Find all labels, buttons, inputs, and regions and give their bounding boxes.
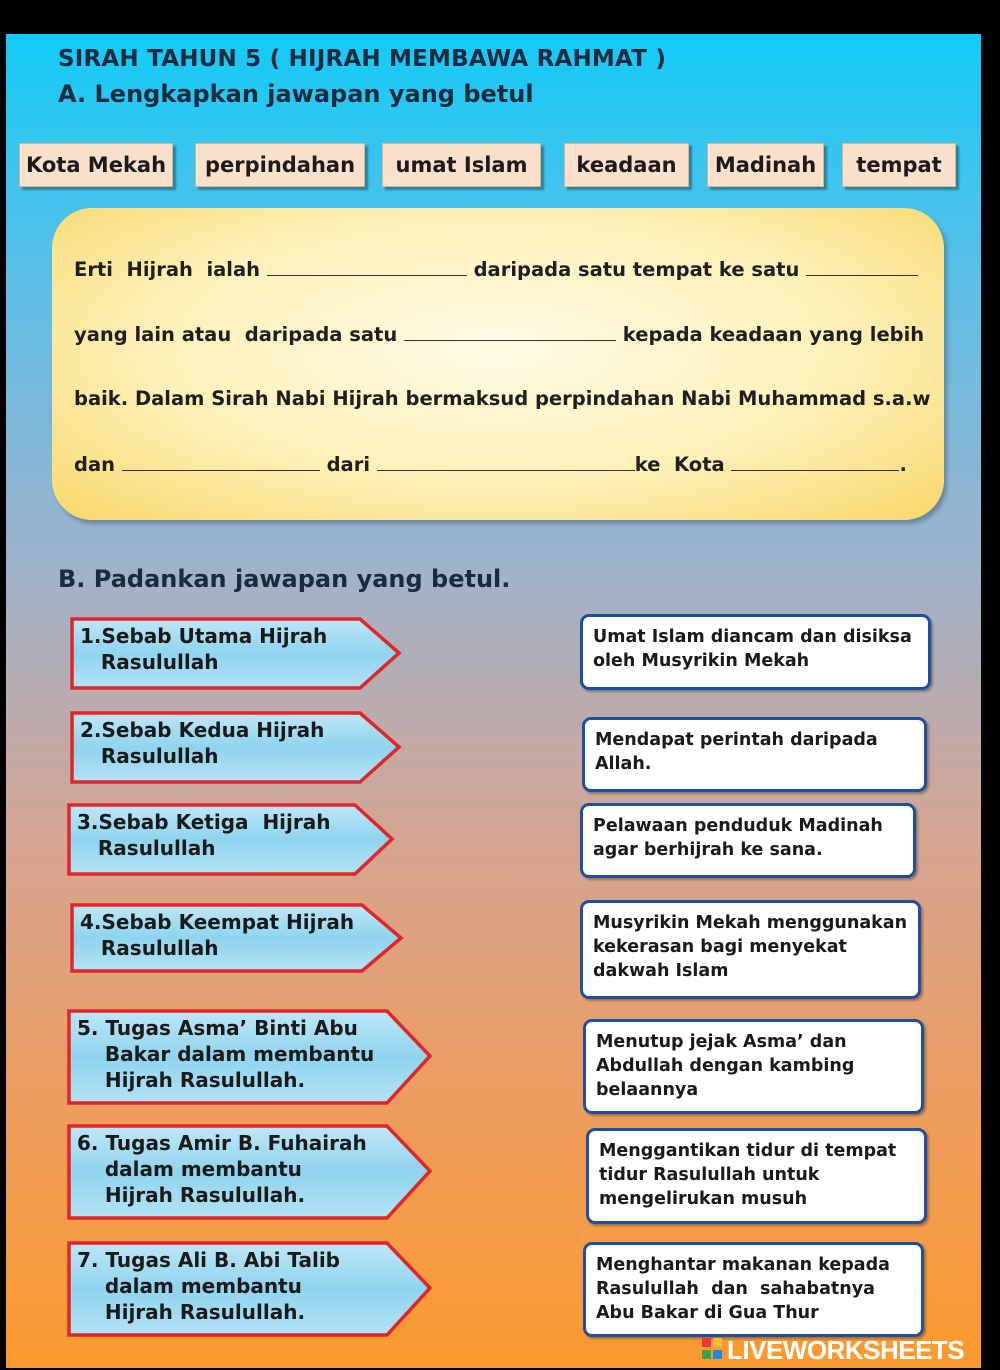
liveworksheets-logo — [702, 1334, 964, 1366]
question-text: 2.Sebab Kedua Hijrah Rasulullah — [80, 718, 325, 768]
question-arrow-2[interactable] — [70, 711, 402, 784]
paragraph-line-2 — [74, 322, 924, 346]
question-arrow-1[interactable] — [70, 617, 402, 690]
paragraph-text: dari — [319, 453, 377, 476]
paragraph-text: kepada keadaan yang lebih — [616, 323, 925, 346]
question-text: 5. Tugas Asma’ Binti Abu Bakar dalam membantu Hijrah Rasulullah. — [77, 1016, 375, 1092]
answer-box-4[interactable]: Musyrikin Mekah menggunakan kekerasan bagi menyekat dakwah Islam — [580, 900, 921, 999]
paragraph-text: dan — [74, 453, 122, 476]
question-text: 1.Sebab Utama Hijrah Rasulullah — [80, 624, 328, 674]
answer-blank-5[interactable] — [377, 452, 635, 471]
word-bank-item[interactable]: perpindahan — [195, 143, 365, 187]
word-bank-item[interactable]: tempat — [842, 143, 956, 187]
paragraph-line-3: baik. Dalam Sirah Nabi Hijrah bermaksud perpindahan Nabi Muhammad s.a.w — [74, 387, 931, 410]
answer-box-6[interactable]: Menggantikan tidur di tempat tidur Rasulullah untuk mengelirukan musuh — [586, 1128, 927, 1224]
worksheet-title: SIRAH TAHUN 5 ( HIJRAH MEMBAWA RAHMAT ) — [58, 46, 667, 72]
section-a-heading: A. Lengkapkan jawapan yang betul — [58, 80, 534, 108]
question-text: 6. Tugas Amir B. Fuhairah dalam membantu Hijrah Rasulullah. — [77, 1131, 367, 1207]
answer-box-3[interactable]: Pelawaan penduduk Madinah agar berhijrah ke sana. — [580, 803, 916, 878]
paragraph-line-4 — [74, 452, 907, 476]
question-text: 4.Sebab Keempat Hijrah Rasulullah — [80, 910, 355, 960]
paragraph-text: daripada satu tempat ke satu — [466, 258, 807, 281]
answer-box-2[interactable]: Mendapat perintah daripada Allah. — [582, 717, 927, 792]
word-bank-item[interactable]: Madinah — [707, 143, 824, 187]
paragraph-line-1 — [74, 257, 918, 281]
paragraph-text: Erti Hijrah ialah — [74, 258, 267, 281]
paragraph-text: yang lain atau daripada satu — [74, 323, 404, 346]
question-arrow-5[interactable] — [67, 1009, 433, 1105]
answer-box-5[interactable]: Menutup jejak Asma’ dan Abdullah dengan kambing belaannya — [583, 1019, 924, 1114]
question-arrow-4[interactable] — [70, 903, 404, 973]
answer-blank-6[interactable] — [731, 452, 899, 471]
section-b-heading: B. Padankan jawapan yang betul. — [58, 565, 511, 593]
answer-blank-2[interactable] — [806, 257, 918, 276]
liveworksheets-logo-icon — [702, 1336, 724, 1364]
word-bank-item[interactable]: Kota Mekah — [19, 143, 173, 187]
answer-blank-4[interactable] — [122, 452, 320, 471]
question-arrow-6[interactable] — [67, 1124, 433, 1220]
answer-blank-1[interactable] — [267, 257, 467, 276]
answer-box-7[interactable]: Menghantar makanan kepada Rasulullah dan sahabatnya Abu Bakar di Gua Thur — [583, 1242, 924, 1337]
word-bank-item[interactable]: keadaan — [564, 143, 689, 187]
answer-blank-3[interactable] — [404, 322, 616, 341]
paragraph-text: . — [899, 453, 907, 476]
question-arrow-3[interactable] — [67, 803, 395, 876]
word-bank-item[interactable]: umat Islam — [382, 143, 541, 187]
liveworksheets-brand: LIVEWORKSHEETS — [727, 1334, 965, 1365]
question-text: 7. Tugas Ali B. Abi Talib dalam membantu Hijrah Rasulullah. — [77, 1248, 340, 1324]
question-arrow-7[interactable] — [67, 1241, 433, 1337]
answer-box-1[interactable]: Umat Islam diancam dan disiksa oleh Musyrikin Mekah — [580, 614, 931, 690]
question-text: 3.Sebab Ketiga Hijrah Rasulullah — [77, 810, 331, 860]
paragraph-text: ke Kota — [634, 453, 732, 476]
